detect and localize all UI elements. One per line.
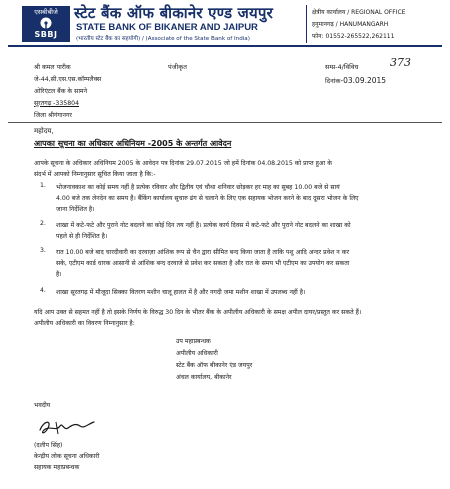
reference-label: सम्प्र-4/विविध	[325, 63, 359, 71]
point-line: शाखा में कटे-फटे और पुराने नोट बदलने का कोई दिन तय नहीं है। प्रत्येक कार्य दिवस में कटे-फटे और पुराने नोट बदलने का शाखा को	[56, 222, 351, 229]
addressee-line: जिला श्रीगंगानगर	[34, 112, 72, 119]
signatory-title: केन्द्रीय लोक सूचना अधिकारी	[34, 453, 100, 460]
point-number: 1.	[40, 182, 46, 189]
closing-line: अपीलीय अधिकारी का विवरण निम्नानुसार है:	[34, 320, 135, 327]
date-value: -03.09.2015	[340, 76, 387, 85]
bank-name-english: STATE BANK OF BIKANER AND JAIPUR	[76, 22, 258, 33]
date-label: दिनांक	[325, 77, 341, 85]
regards-line: भवदीय	[34, 402, 51, 409]
point-line: शाखा सूरतगढ़ में मौजूदा सिक्का वितरण मशीन चालू हालत में है और नगदी जमा मशीन शाखा में उपलब्ध नहीं है।	[56, 289, 306, 296]
appellate-line: अंचल कार्यालय, बीकानेर	[176, 374, 232, 381]
handwritten-signature	[36, 416, 98, 438]
point-number: 4.	[40, 287, 46, 294]
appellate-line: स्टेट बैंक ऑफ बीकानेर एंड जयपुर	[176, 362, 253, 369]
point-line: पहले से ही निर्देशित है।	[56, 233, 108, 240]
point-line: 4.00 बजे तक लेनदेन का समय है। बैंकिंग कार्यालय सुचारु ढंग से चलाने के लिए एक सहायक भोजन करने के बाद दूसरा भोजन के लिए	[56, 195, 359, 202]
address-rule	[8, 122, 442, 123]
salutation: महोदय,	[34, 127, 54, 135]
letter-date	[325, 76, 386, 85]
point-line: सके, एटीएम कार्ड धारक आसानी से आंशिक बन्द दरवाजे से प्रवेश कर सकता है और रात के समय भी एटीएम का उपयोग कर सकता	[56, 260, 350, 267]
city-line: हनुमानगढ़ / HANUMANGARH	[312, 21, 389, 28]
header-divider	[306, 5, 307, 43]
office-line: क्षेत्रीय कार्यालय / REGIONAL OFFICE	[312, 9, 406, 16]
appellate-line: उप महाप्रबन्धक	[176, 338, 211, 345]
logo-hindi-text: एसबीबीजे	[34, 8, 58, 16]
intro-line: आपके सूचना के अधिकार अधिनियम 2005 के आवेदन पत्र दिनांक 29.07.2015 जो हमें दिनांक 04.08.2015 को प्राप्त हुआ के	[34, 160, 332, 167]
letterhead-rule	[8, 45, 442, 47]
reference-number: 373	[390, 56, 411, 69]
intro-line: संदर्भ में आपको निम्नानुसार सूचित किया जाता है कि:-	[34, 171, 156, 178]
subject-line: आपका सूचना का अधिकार अधिनियम -2005 के अन्तर्गत आवेदन	[34, 139, 232, 148]
closing-line: यदि आप उक्त से सहमत नहीं है तो इसके निर्णय के विरुद्ध 30 दिन के भीतर बैंक के अपीलीय अधिकारी के समक्ष अपील दायर/प्रस्तुत कर सकते हैं।	[34, 309, 362, 316]
signatory-name: (दलीप सिंह)	[34, 442, 63, 449]
bank-association-line: (भारतीय स्टेट बैंक का सहयोगी) / (Associate of the State Bank of India)	[76, 36, 250, 42]
addressee-line: श्री कमल पारीक	[34, 64, 71, 71]
bank-name-hindi: स्टेट बैंक ऑफ बीकानेर एण्ड जयपुर	[74, 4, 273, 22]
point-line: भोजनावकाश का कोई समय नहीं है प्रत्येक रविवार और द्वितीय एवं चौथा शनिवार छोड़कर हर माह का सुबह 10.00 बजे से सायं	[56, 184, 340, 191]
addressee-line: जे-44,सी.एस.एस.कॉम्पलैक्स	[34, 76, 102, 83]
point-line: है।	[56, 271, 62, 278]
logo-sbbj-text: SBBJ	[34, 30, 58, 39]
point-number: 2.	[40, 220, 46, 227]
appellate-line: अपीलीय अधिकारी	[176, 350, 218, 357]
keyhole-emblem-icon	[38, 17, 54, 29]
bank-logo	[22, 6, 70, 42]
addressee-line: सूरतगढ़ -335804	[34, 100, 80, 107]
registered-label: पंजीकृत	[168, 63, 187, 71]
point-line: जाना निर्देशित है।	[56, 206, 95, 213]
point-number: 3.	[40, 247, 46, 254]
phone-line: फोन: 01552-265522,262111	[312, 33, 395, 40]
point-line: रात 10.00 बजे बाद चारदीवारी का दरवाज़ा आंशिक रूप से चैन द्वारा सीमित बन्द किया जाता है ताकि पशु आदि अन्दर प्रवेश न कर	[56, 249, 349, 256]
signatory-designation: सहायक महाप्रबन्धक	[34, 464, 80, 471]
addressee-line: ओरिएंटल बैंक के सामने	[34, 88, 88, 95]
